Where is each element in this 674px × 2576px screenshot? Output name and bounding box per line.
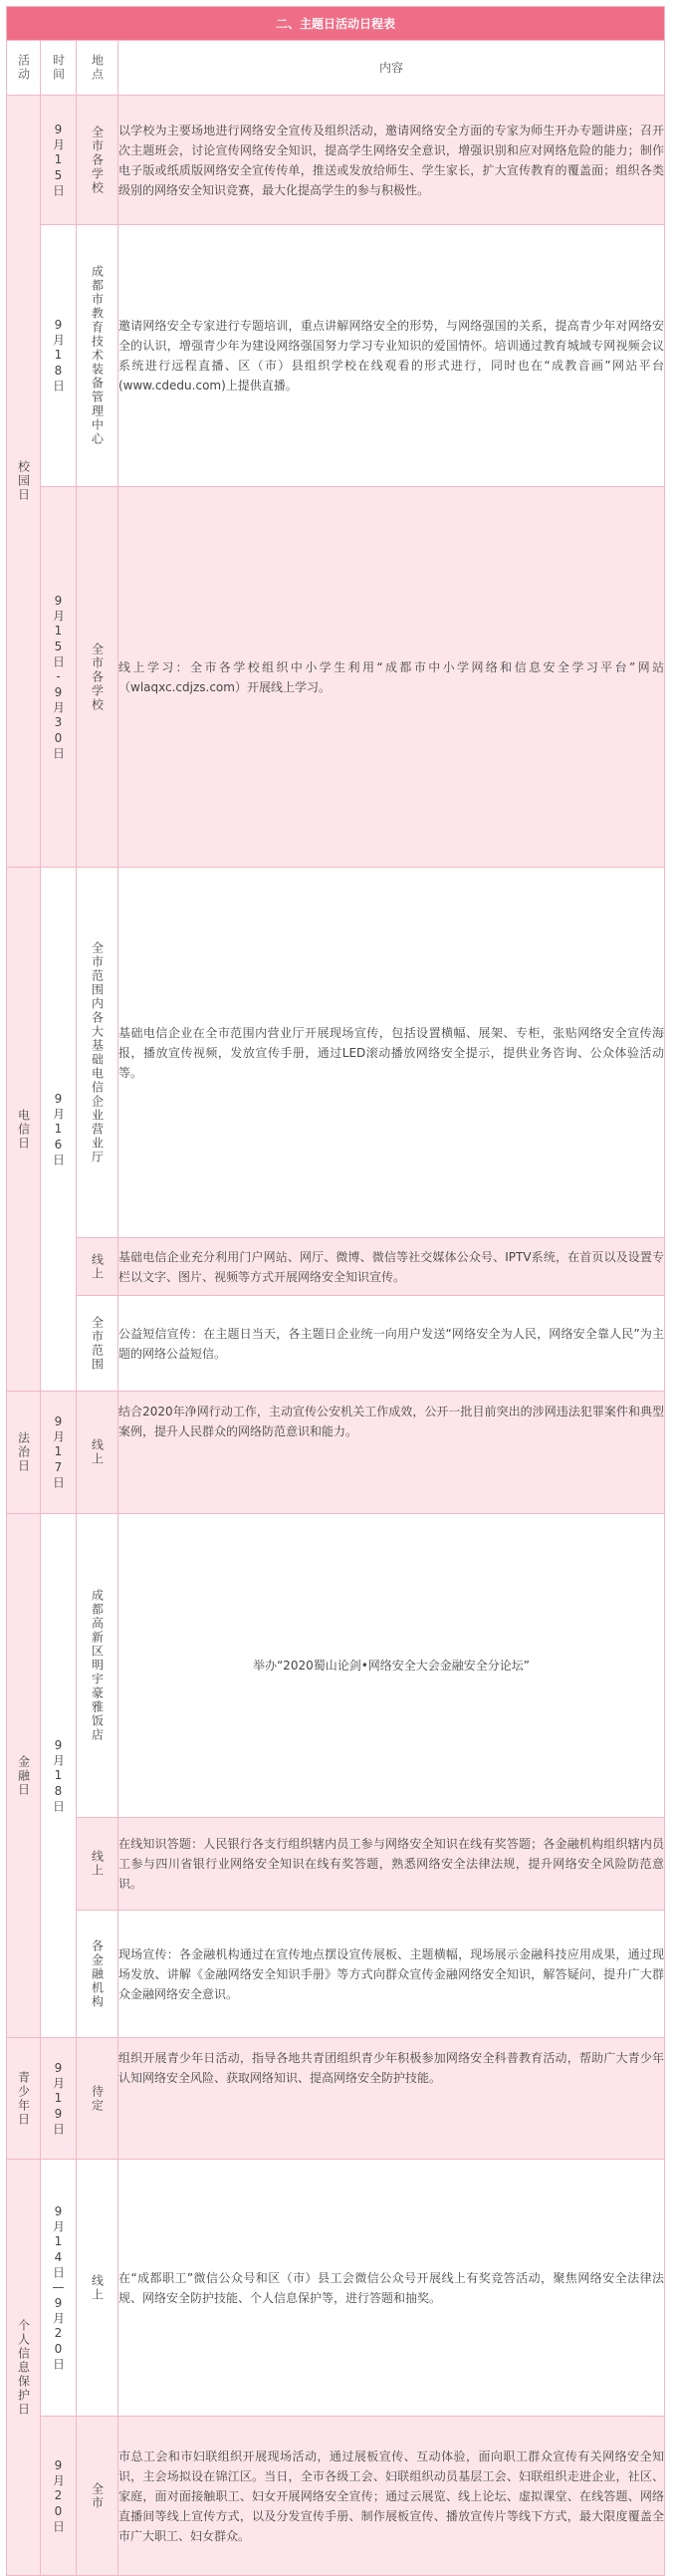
- content-cell: 公益短信宣传：在主题日当天，各主题日企业统一向用户发送“网络安全为人民，网络安全靠人民”为主题的网络公益短信。: [118, 1296, 665, 1392]
- content-cell: 基础电信企业充分利用门户网站、网厅、微博、微信等社交媒体公众号、IPTV系统，在首页以及设置专栏以文字、图片、视频等方式开展网络安全知识宣传。: [118, 1238, 665, 1296]
- content-cell: 以学校为主要场地进行网络安全宣传及组织活动，邀请网络安全方面的专家为师生开办专题讲座；召开次主题班会，讨论宣传网络安全知识，提高学生网络安全意识，增强识别和应对网络危险的能力；制作电子版或纸质版网络安全宣传传单，推送或发放给师生、学生家长，扩大宣传教育的覆盖面；组织各类级别的网络安全知识竞赛，最大化提高学生的参与积极性。: [118, 96, 665, 225]
- header-activity: 活动: [7, 41, 41, 96]
- place-cell: 全市: [77, 2417, 118, 2576]
- place-cell: 待定: [77, 2038, 118, 2160]
- activity-campus-day: 校园日: [7, 96, 41, 868]
- place-cell: 成都市教育技术装备管理中心: [77, 225, 118, 487]
- content-cell: 市总工会和市妇联组织开展现场活动，通过展板宣传、互动体验，面向职工群众宣传有关网络安全知识，主会场拟设在锦江区。当日，全市各级工会、妇联组织动员基层工会、妇联组织走进企业，社区、家庭，面对面接触职工、妇女开展网络安全宣传；通过云展览、线上论坛、虚拟课堂、在线答题、网络直播间等线上宣传方式，以及分发宣传手册、制作展板宣传、播放宣传片等线下方式，最大限度覆盖全市广大职工、妇女群众。: [118, 2417, 665, 2576]
- place-cell: 各金融机构: [77, 1911, 118, 2038]
- content-cell: 组织开展青少年日活动，指导各地共青团组织青少年积极参加网络安全科普教育活动，帮助广大青少年认知网络安全风险、获取网络知识、提高网络安全防护技能。: [118, 2038, 665, 2160]
- place-cell: 成都高新区明宇豪雅饭店: [77, 1514, 118, 1818]
- content-cell: 结合2020年净网行动工作，主动宣传公安机关工作成效，公开一批目前突出的涉网违法犯罪案件和典型案例，提升人民群众的网络防范意识和能力。: [118, 1392, 665, 1514]
- activity-law-day: 法治日: [7, 1392, 41, 1514]
- time-cell: 9月17日: [41, 1392, 77, 1514]
- time-cell: 9月19日: [41, 2038, 77, 2160]
- content-cell: 举办“2020蜀山论剑•网络安全大会金融安全分论坛”: [118, 1514, 665, 1818]
- activity-youth-day: 青少年日: [7, 2038, 41, 2160]
- time-cell: 9月16日: [41, 868, 77, 1392]
- content-cell: 线上学习：全市各学校组织中小学生利用“成都市中小学网络和信息安全学习平台”网站（wlaqxc.cdjzs.com）开展线上学习。: [118, 487, 665, 868]
- content-cell: 在线知识答题：人民银行各支行组织辖内员工参与网络安全知识在线有奖答题；各金融机构组织辖内员工参与四川省银行业网络安全知识在线有奖答题，熟悉网络安全法律法规，提升网络安全风险防范意识。: [118, 1818, 665, 1911]
- activity-telecom-day: 电信日: [7, 868, 41, 1392]
- header-time: 时间: [41, 41, 77, 96]
- content-cell: 现场宣传：各金融机构通过在宣传地点摆设宣传展板、主题横幅，现场展示金融科技应用成果，通过现场发放、讲解《金融网络安全知识手册》等方式向群众宣传金融网络安全知识，解答疑问，提升广大群众金融网络安全意识。: [118, 1911, 665, 2038]
- content-cell: 基础电信企业在全市范围内营业厅开展现场宣传，包括设置横幅、展架、专柜，张贴网络安全宣传海报，播放宣传视频，发放宣传手册，通过LED滚动播放网络安全提示，提供业务咨询、公众体验活动等。: [118, 868, 665, 1238]
- place-cell: 全市范围: [77, 1296, 118, 1392]
- header-content: 内容: [118, 41, 665, 96]
- table-title: 二、主题日活动日程表: [7, 7, 665, 41]
- schedule-table: [6, 6, 665, 2576]
- time-cell: 9月15日: [41, 96, 77, 225]
- place-cell: 线上: [77, 1392, 118, 1514]
- content-cell: 邀请网络安全专家进行专题培训，重点讲解网络安全的形势，与网络强国的关系，提高青少年对网络安全的认识，增强青少年为建设网络强国努力学习专业知识的爱国情怀。培训通过教育城域专网视频会议系统进行远程直播、区（市）县组织学校在线观看的形式进行，同时也在“成教音画”网站平台(www.cdedu.com)上提供直播。: [118, 225, 665, 487]
- place-cell: 全市各学校: [77, 487, 118, 868]
- time-cell: 9月15日-9月30日: [41, 487, 77, 868]
- header-place: 地点: [77, 41, 118, 96]
- place-cell: 全市各学校: [77, 96, 118, 225]
- place-cell: 全市范围内各大基础电信企业营业厅: [77, 868, 118, 1238]
- schedule-table-wrapper: [6, 6, 664, 2576]
- content-cell: 在“成都职工”微信公众号和区（市）县工会微信公众号开展线上有奖竞答活动，聚焦网络安全法律法规、网络安全防护技能、个人信息保护等，进行答题和抽奖。: [118, 2160, 665, 2417]
- time-cell: 9月14日—9月20日: [41, 2160, 77, 2417]
- time-cell: 9月18日: [41, 1514, 77, 2038]
- time-cell: 9月18日: [41, 225, 77, 487]
- place-cell: 线上: [77, 2160, 118, 2417]
- place-cell: 线上: [77, 1238, 118, 1296]
- activity-privacy-day: 个人信息保护日: [7, 2160, 41, 2576]
- activity-finance-day: 金融日: [7, 1514, 41, 2038]
- place-cell: 线上: [77, 1818, 118, 1911]
- time-cell: 9月20日: [41, 2417, 77, 2576]
